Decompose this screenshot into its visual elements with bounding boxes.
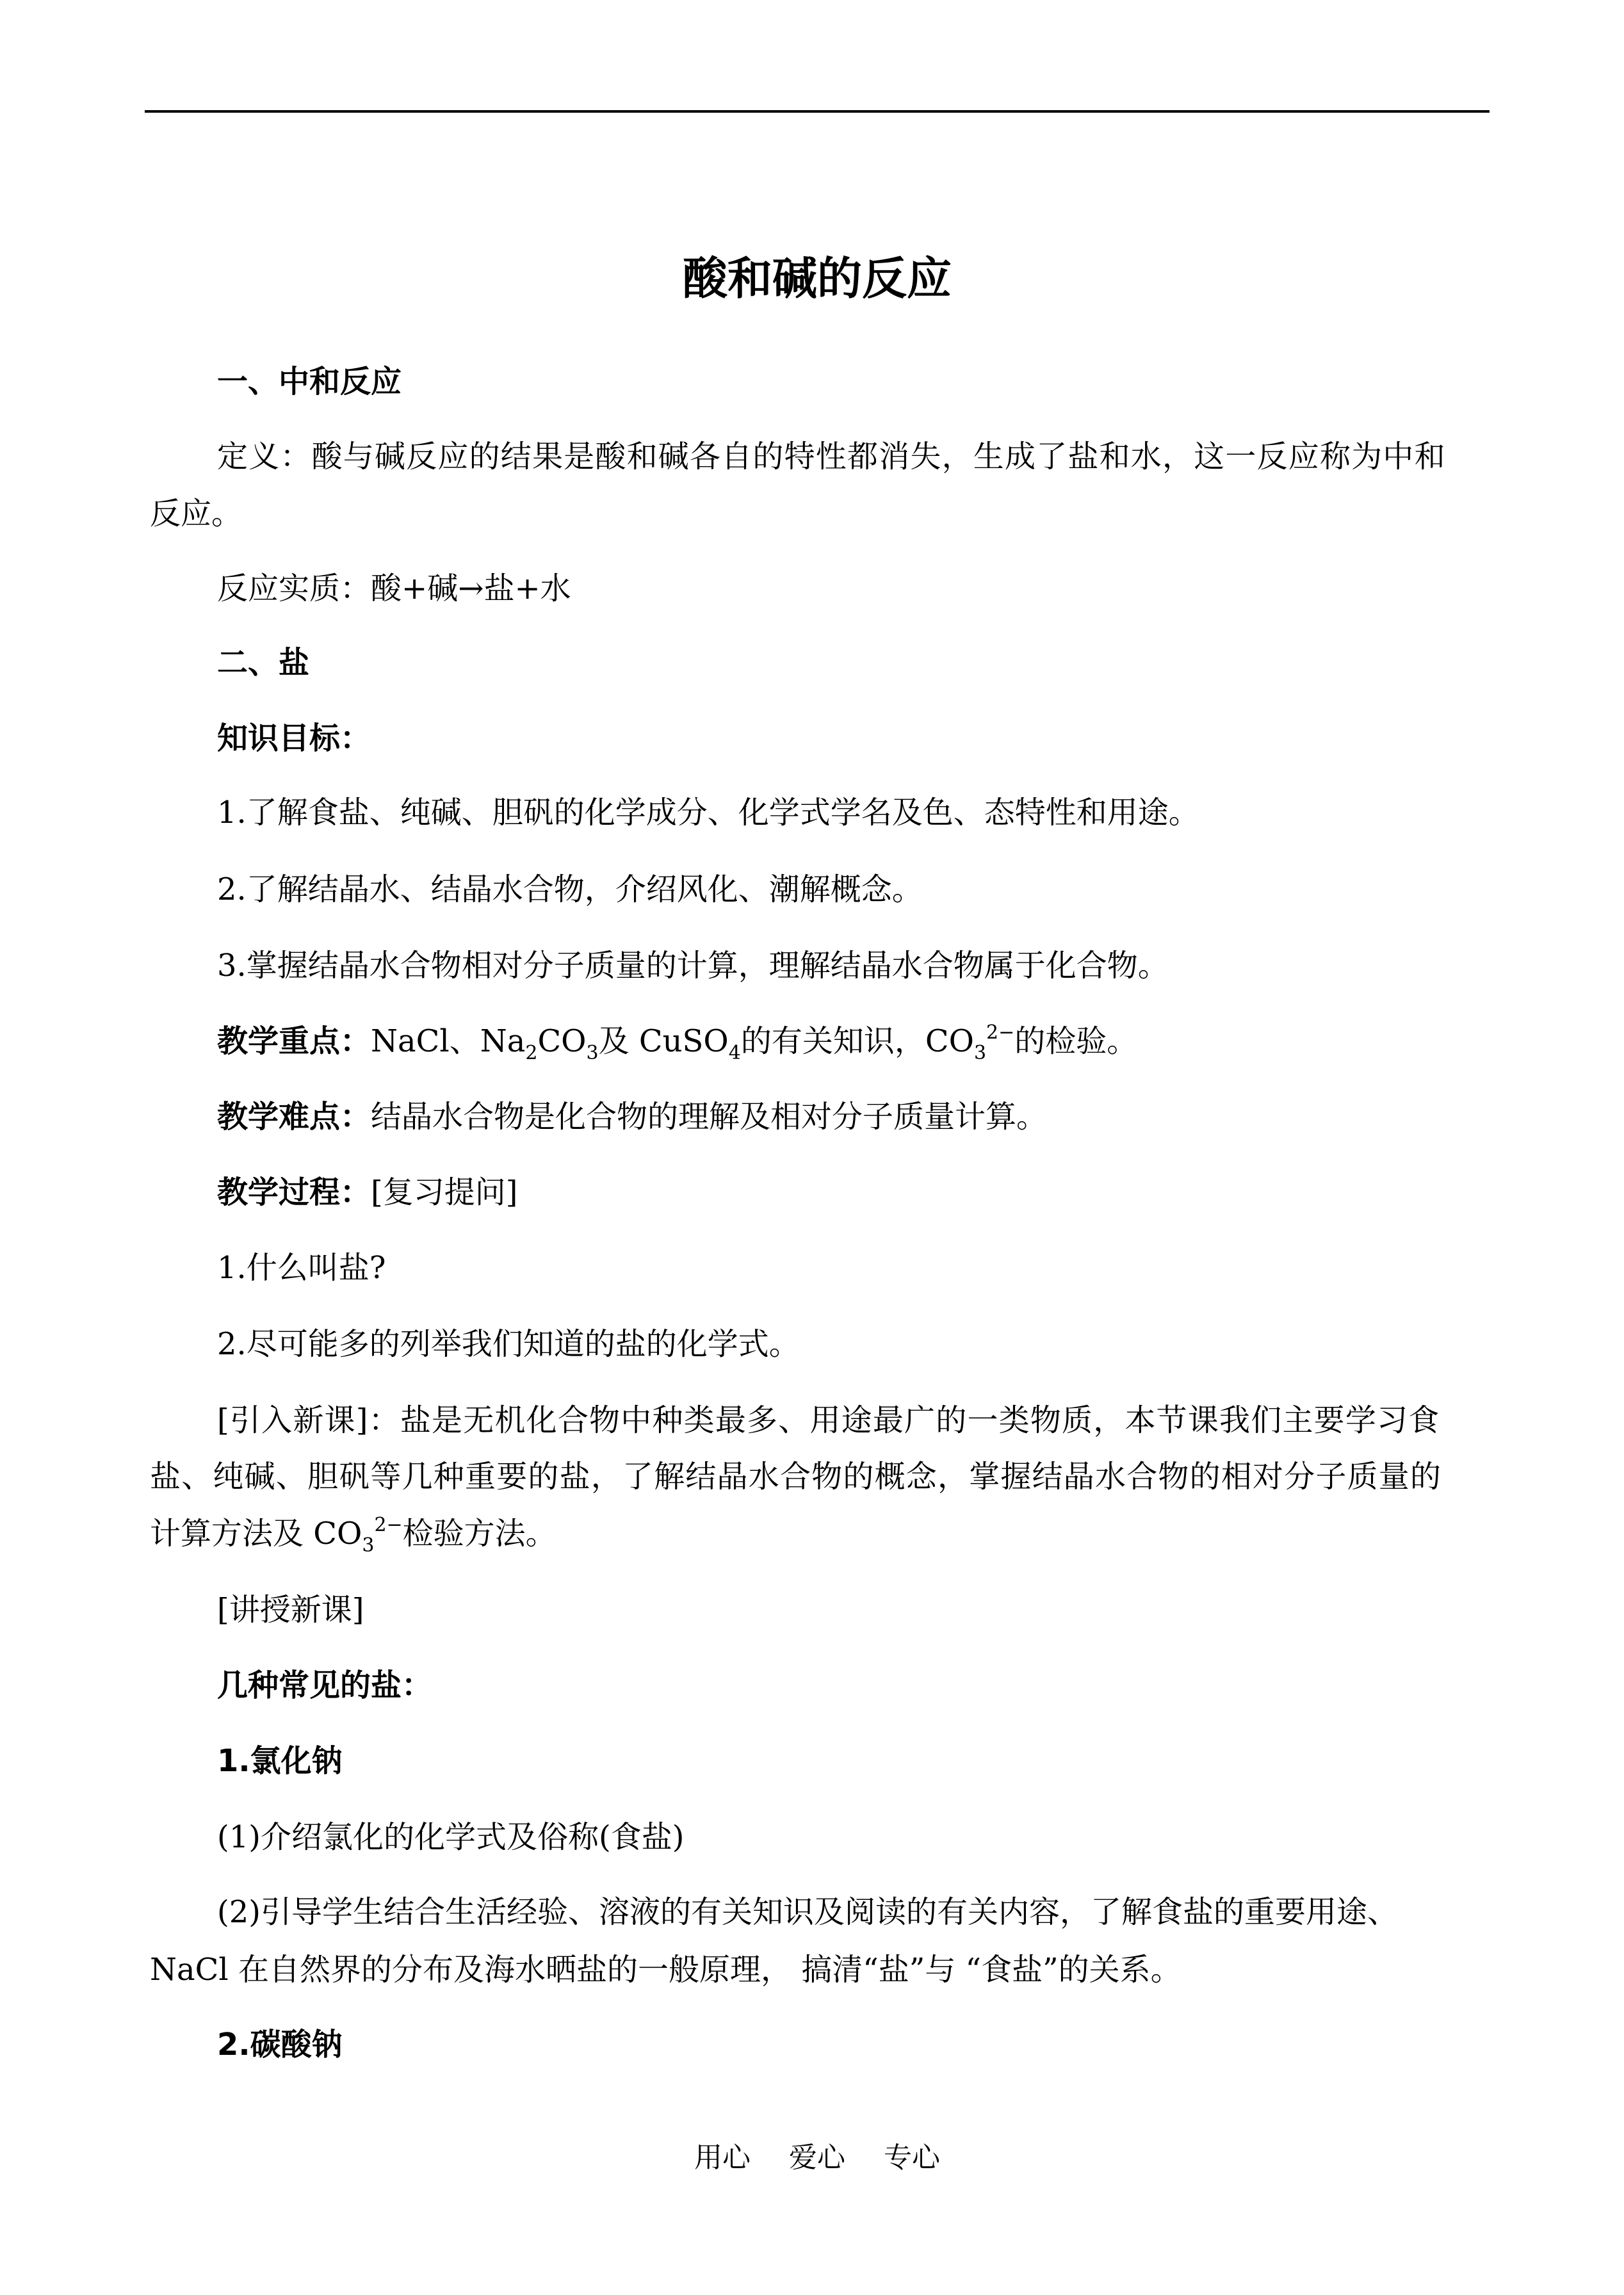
lecture-label: [讲授新课]	[217, 1592, 364, 1628]
intro-line-3: 计算方法及 $CO_3^{2-}$检验方法。	[150, 1514, 556, 1557]
footer-text-3: 专心	[884, 2141, 940, 2174]
teaching-process: 教学过程：[复习提问]	[217, 1174, 518, 1210]
na2co3-heading: 2.碳酸钠	[217, 2027, 343, 2063]
page-title: 酸和碱的反应	[683, 252, 952, 305]
nacl-point-2-line-2: NaCl 在自然界的分布及海水晒盐的一般原理， 搞清“盐”与 “食盐”的关系。	[150, 1952, 1181, 1988]
definition-line-1: 定义：酸与碱反应的结果是酸和碱各自的特性都消失，生成了盐和水，这一反应称为中和	[217, 439, 1446, 474]
common-salts-heading: 几种常见的盐：	[217, 1667, 433, 1703]
intro-line-2: 盐、纯碱、胆矾等几种重要的盐，了解结晶水合物的概念，掌握结晶水合物的相对分子质量的	[150, 1459, 1442, 1495]
teaching-difficulty: 教学难点：结晶水合物是化合物的理解及相对分子质量计算。	[217, 1099, 1048, 1135]
page-footer	[0, 2139, 1624, 2177]
footer-text-2: 爱心	[789, 2141, 845, 2174]
reaction-essence: 反应实质：酸+碱→盐+水	[217, 571, 571, 606]
review-question-1: 1.什么叫盐?	[217, 1250, 386, 1286]
section-heading-neutralization: 一、中和反应	[217, 364, 402, 400]
process-label: 教学过程：	[217, 1174, 371, 1210]
nacl-point-2-line-1: (2)引导学生结合生活经验、溶液的有关知识及阅读的有关内容，了解食盐的重要用途、	[217, 1894, 1398, 1930]
knowledge-goals-heading: 知识目标：	[217, 720, 371, 756]
definition-line-2: 反应。	[150, 496, 243, 531]
review-question-2: 2.尽可能多的列举我们知道的盐的化学式。	[217, 1326, 800, 1362]
goal-item-2: 2.了解结晶水、结晶水合物，介绍风化、潮解概念。	[217, 872, 923, 907]
intro-line-1: [引入新课]：盐是无机化合物中种类最多、用途最广的一类物质，本节课我们主要学习食	[217, 1402, 1440, 1438]
header-rule	[145, 110, 1490, 113]
nacl-point-1: (1)介绍氯化的化学式及俗称(食盐)	[217, 1819, 685, 1855]
difficulty-label: 教学难点：	[217, 1099, 371, 1135]
key-points-label: 教学重点：	[217, 1023, 371, 1059]
goal-item-3: 3.掌握结晶水合物相对分子质量的计算，理解结晶水合物属于化合物。	[217, 948, 1169, 984]
teaching-key-points: 教学重点：NaCl、$Na_2CO_3$及 CuSO$_4$的有关知识，$CO_3^{2-}$的检验。	[217, 1021, 1138, 1064]
nacl-heading: 1.氯化钠	[217, 1743, 343, 1779]
section-heading-salt: 二、盐	[217, 645, 310, 681]
goal-item-1: 1.了解食盐、纯碱、胆矾的化学成分、化学式学名及色、态特性和用途。	[217, 795, 1199, 831]
footer-text-1: 用心	[694, 2141, 751, 2174]
